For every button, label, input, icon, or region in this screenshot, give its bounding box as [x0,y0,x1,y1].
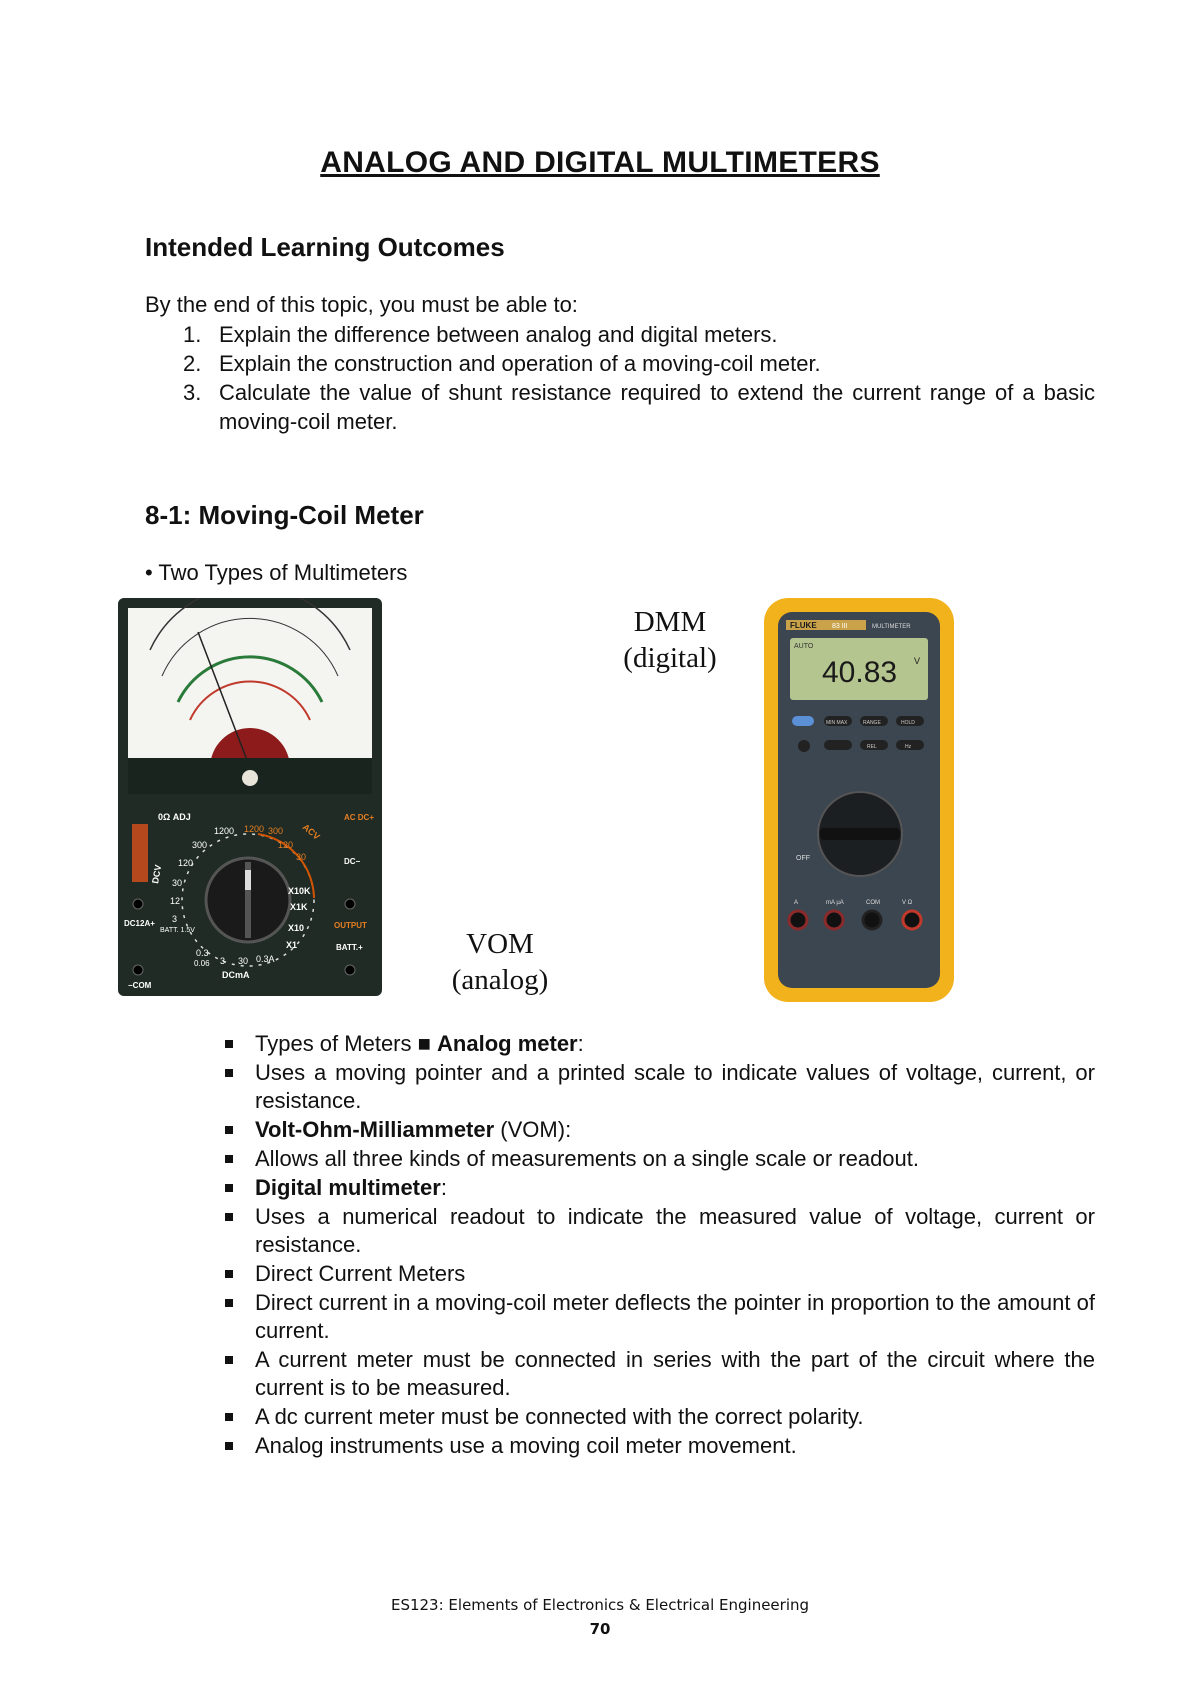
dmm-unit: V [914,656,921,666]
bullet-item: Uses a moving pointer and a printed scale to indicate values of voltage, current, or resistance. [222,1059,1095,1115]
bullet-square-icon [225,1184,233,1192]
dmm-caption: DMM (digital) [623,606,717,674]
bullet-square-icon [225,1213,233,1221]
vom-label-range: 3 [172,914,178,924]
dmm-terminal[interactable] [863,911,881,929]
vom-label-range: 30 [296,852,307,862]
dmm-button[interactable] [824,740,852,750]
vom-label-range: 0.06 [194,959,210,968]
bullet-item: Allows all three kinds of measurements on a single scale or readout. [222,1145,1095,1173]
bullet-list [222,1030,1095,1461]
bullet-item: A dc current meter must be connected with the correct polarity. [222,1403,1095,1431]
dmm-terminal[interactable] [903,911,921,929]
bullet-item: A current meter must be connected in series with the part of the circuit where the current is to be measured. [222,1346,1095,1402]
ilo-item: 2. Explain the construction and operation of a moving-coil meter. [183,351,821,376]
dmm-off-label: OFF [796,855,810,862]
vom-label-range: 120 [278,840,294,850]
vom-label-dc12a: DC12A+ [124,919,155,928]
ilo-item: 3. Calculate the value of shunt resistance required to extend the current range of a basic moving-coil meter. [183,380,1095,434]
svg-text:HOLD: HOLD [901,720,915,726]
dmm-terminal[interactable] [789,911,807,929]
vom-label-range: 300 [268,826,284,836]
vom-jack [345,965,355,975]
dmm-model: 83 III [832,623,848,630]
bullet-item: Types of Meters ■ Analog meter: [222,1030,1095,1058]
bullet-square-icon [225,1155,233,1163]
dmm-type: MULTIMETER [872,624,911,630]
types-line: • Two Types of Multimeters [145,560,408,585]
bullet-square-icon [225,1299,233,1307]
section-heading: 8-1: Moving-Coil Meter [145,500,424,530]
vom-label-acv: ACV [300,821,322,842]
dmm-terminal-label: A [794,900,799,906]
vom-label-range: 1200 [214,826,235,836]
vom-label-range: X1K [290,902,308,912]
vom-label-range: 0.3A [256,954,275,964]
ilo-list [145,320,1095,436]
bullet-item: Uses a numerical readout to indicate the measured value of voltage, current or resistance. [222,1203,1095,1259]
dmm-button[interactable] [792,716,814,726]
svg-text:MIN MAX: MIN MAX [826,720,848,726]
vom-label-range: X10 [288,923,305,933]
dmm-reading: 40.83 [822,656,898,689]
vom-label-batt-check: BATT. 1.5V [160,927,195,934]
vom-label-range: 12 [170,896,181,906]
dmm-terminal[interactable] [825,911,843,929]
bullet-square-icon [225,1413,233,1421]
vom-label-output: OUTPUT [334,921,367,930]
bullet-square-icon [225,1040,233,1048]
vom-label-range: X1 [286,940,298,950]
vom-label-range: 30 [238,956,249,966]
bullet-square-icon [225,1126,233,1134]
bullet-square-icon [225,1069,233,1077]
page-title: ANALOG AND DIGITAL MULTIMETERS [320,146,880,179]
vom-label-com: −COM [128,981,152,990]
ilo-heading: Intended Learning Outcomes [145,232,505,262]
vom-label-range: 120 [178,858,194,868]
vom-label-range: 1200 [244,824,265,834]
svg-text:RANGE: RANGE [863,720,881,726]
vom-label-range: 300 [192,840,208,850]
dmm-mode: AUTO [794,643,814,650]
vom-label-range: 0.3 [196,948,209,958]
vom-jack [345,899,355,909]
dmm-terminal-label: COM [866,900,880,906]
vom-caption: VOM (analog) [451,928,549,996]
vom-label-acdc: AC DC+ [344,813,375,822]
bullet-item: Digital multimeter: [222,1174,1095,1202]
vom-label-dcminus: DC− [344,857,361,866]
vom-label-dcma: DCmA [222,970,250,980]
ilo-item: 1. Explain the difference between analog and digital meters. [183,322,778,347]
bullet-item: Analog instruments use a moving coil meter movement. [222,1432,1095,1460]
vom-label-batt: BATT.+ [336,943,363,952]
bullet-square-icon [225,1356,233,1364]
bullet-item: Volt-Ohm-Milliammeter (VOM): [222,1116,1095,1144]
vom-jack [133,965,143,975]
ilo-intro: By the end of this topic, you must be able to: [145,292,578,317]
svg-text:REL: REL [867,744,877,750]
dmm-terminal-label: mA µA [826,900,844,906]
bullet-item: Direct current in a moving-coil meter deflects the pointer in proportion to the amount of current. [222,1289,1095,1345]
svg-text:Hz: Hz [905,744,912,750]
dmm-brand: FLUKE [790,621,817,630]
vom-label-ohm-adj: 0Ω ADJ [158,812,191,822]
vom-label-range: 3 [220,956,226,966]
vom-label-range: 30 [172,878,183,888]
bullet-square-icon [225,1270,233,1278]
bullet-square-icon [225,1442,233,1450]
footer-course: ES123: Elements of Electronics & Electrical Engineering [390,1596,810,1614]
bullet-item: Direct Current Meters [222,1260,1095,1288]
vom-illustration [118,598,382,996]
vom-label-range: X10K [288,886,311,896]
dmm-button-light[interactable] [798,740,810,752]
dmm-illustration [764,598,954,1002]
dmm-terminal-label: V Ω [902,900,913,906]
vom-jack [133,899,143,909]
footer-page-number: 70 [589,1620,611,1638]
vom-label-dcv: DCV [150,863,164,885]
